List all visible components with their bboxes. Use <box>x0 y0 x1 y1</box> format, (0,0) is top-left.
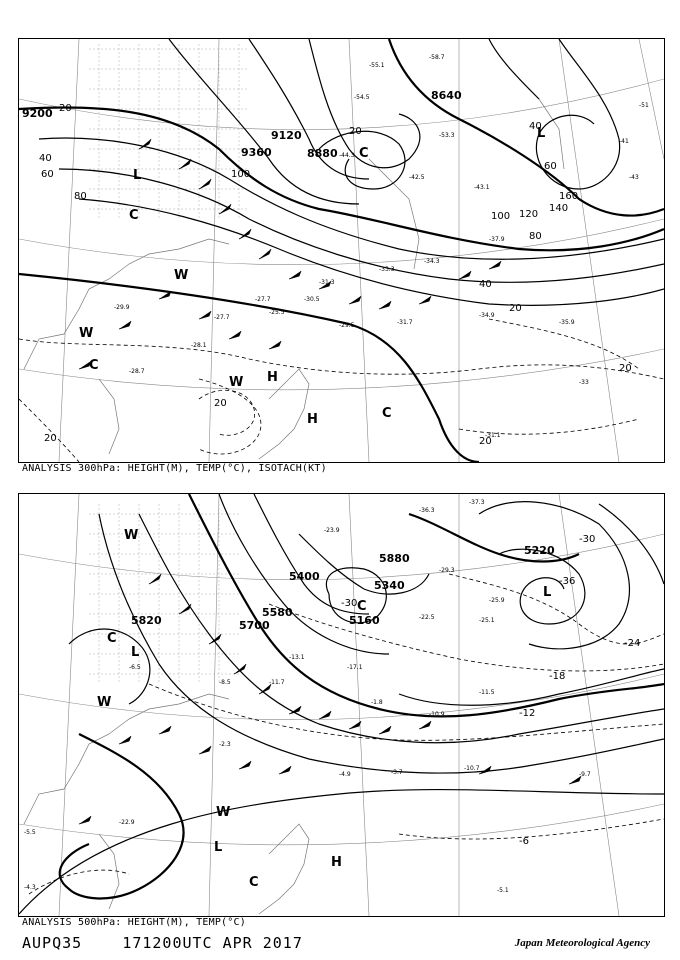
height-label: 5700 <box>239 619 270 632</box>
station-temp: -3.7 <box>391 769 403 776</box>
station-temp: -31.7 <box>397 319 413 326</box>
station-temp: -25.5 <box>269 309 285 316</box>
warm-marker: W <box>216 805 231 820</box>
station-temp: -27.7 <box>255 296 271 303</box>
isotach-label: 20 <box>509 303 522 314</box>
station-temp: -41 <box>619 138 629 145</box>
isotach-label: 20 <box>214 398 227 409</box>
station-temp: -36.3 <box>419 507 435 514</box>
station-temp: -28.1 <box>191 342 207 349</box>
warm-marker: W <box>174 268 189 283</box>
station-temp: -8.5 <box>219 679 231 686</box>
isotach-label: 20 <box>59 103 72 114</box>
station-temps <box>114 54 649 439</box>
station-temp: -2.3 <box>219 741 231 748</box>
isotach-label: 120 <box>519 209 539 220</box>
station-temp: -28.7 <box>129 368 145 375</box>
station-temp: -13.1 <box>289 654 305 661</box>
station-temp: -37.9 <box>489 236 505 243</box>
station-temp: -29.3 <box>439 567 455 574</box>
isotach-label: 40 <box>529 121 542 132</box>
height-label: 5400 <box>289 570 320 583</box>
station-temp: -43.1 <box>474 184 490 191</box>
station-temp: -51 <box>639 102 649 109</box>
height-label: 8880 <box>307 147 338 160</box>
station-temp: -34.3 <box>424 258 440 265</box>
station-temp: -9.7 <box>579 771 591 778</box>
cold-marker: C <box>129 208 139 223</box>
height-labels <box>22 89 462 160</box>
station-temp: -10.9 <box>429 711 445 718</box>
station-temp: -5.1 <box>497 887 509 894</box>
warm-marker: W <box>79 326 94 341</box>
isotherms <box>29 574 664 894</box>
low-marker: L <box>214 840 223 855</box>
station-temp: -11.5 <box>479 689 495 696</box>
station-temp: -58.7 <box>429 54 445 61</box>
cold-marker: C <box>249 875 259 890</box>
pressure-systems <box>79 126 545 427</box>
station-temp: -37.3 <box>469 499 485 506</box>
high-marker: H <box>307 412 318 427</box>
warm-marker: W <box>229 375 244 390</box>
station-temp: -25.1 <box>479 617 495 624</box>
height-label: 8640 <box>431 89 462 102</box>
valid-time: 171200UTC APR 2017 <box>122 934 303 952</box>
station-temp: -22.5 <box>419 614 435 621</box>
height-label: 9200 <box>22 107 53 120</box>
isotach-label: 20 <box>44 433 57 444</box>
station-temp: -17.1 <box>347 664 363 671</box>
height-label: 5160 <box>349 614 380 627</box>
low-marker: L <box>133 168 142 183</box>
station-temp: -27.7 <box>214 314 230 321</box>
station-temp: -11.7 <box>269 679 285 686</box>
station-temp: -30.5 <box>304 296 320 303</box>
isotherm-label: -18 <box>549 671 566 682</box>
station-temp: -1.8 <box>371 699 383 706</box>
warm-marker: W <box>124 528 139 543</box>
height-label: 9120 <box>271 129 302 142</box>
isotach-label: 20 <box>349 126 362 137</box>
station-grid-region <box>89 44 249 219</box>
station-temp: -33.3 <box>379 266 395 273</box>
wind-barbs <box>79 574 581 824</box>
station-temp: -5.5 <box>24 829 36 836</box>
isotherm-label: -12 <box>519 708 536 719</box>
isotach-label: 60 <box>544 161 557 172</box>
station-temp: -35.9 <box>559 319 575 326</box>
station-temp: -55.1 <box>369 62 385 69</box>
station-temp: -44.3 <box>339 152 355 159</box>
isotherm-label: -36 <box>559 576 576 587</box>
caption-500hpa: ANALYSIS 500hPa: HEIGHT(M), TEMP(°C) <box>22 917 246 928</box>
low-marker: L <box>131 645 140 660</box>
agency-name: Japan Meteorological Agency <box>514 937 650 949</box>
isotach-label: 140 <box>549 203 569 214</box>
height-label: 9360 <box>241 146 272 159</box>
station-temp: -43 <box>629 174 639 181</box>
chart-identifier <box>22 934 303 952</box>
station-temp: -31.3 <box>319 279 335 286</box>
chart-id: AUPQ35 <box>22 934 83 952</box>
low-marker: L <box>537 126 546 141</box>
isotach-label: 20 <box>479 436 492 447</box>
station-temp: -22.9 <box>119 819 135 826</box>
warm-marker: W <box>97 695 112 710</box>
graticule <box>19 494 664 916</box>
station-temp: -4.9 <box>339 771 351 778</box>
map-500hpa <box>18 493 665 917</box>
cold-marker: C <box>89 358 99 373</box>
height-contours <box>19 494 664 914</box>
station-temp: -25.9 <box>489 597 505 604</box>
station-temp: -34.9 <box>479 312 495 319</box>
station-temp: -4.3 <box>24 884 36 891</box>
high-marker: H <box>331 855 342 870</box>
isotherm-label: -30 <box>341 598 358 609</box>
height-label: 5880 <box>379 552 410 565</box>
isotach-label: 160 <box>559 191 579 202</box>
height-label: 5820 <box>131 614 162 627</box>
caption-300hpa: ANALYSIS 300hPa: HEIGHT(M), TEMP(°C), ISOTACH(KT) <box>22 463 327 474</box>
high-marker: H <box>267 370 278 385</box>
isotach-label: 100 <box>491 211 511 222</box>
isotach-label: 80 <box>74 191 87 202</box>
height-label: 5340 <box>374 579 405 592</box>
height-label: 5220 <box>524 544 555 557</box>
station-temp: -23.9 <box>324 527 340 534</box>
cold-marker: C <box>382 406 392 421</box>
isotherm-label: -6 <box>519 836 529 847</box>
isotach-label: 20 <box>619 363 632 374</box>
height-label: 5580 <box>262 606 293 619</box>
isotach-label: 80 <box>529 231 542 242</box>
cold-marker: C <box>107 631 117 646</box>
isotherm-label: -30 <box>579 534 596 545</box>
isotach-label: 100 <box>231 169 251 180</box>
station-temp: -33 <box>579 379 589 386</box>
low-marker: L <box>543 585 552 600</box>
station-temp: -29.5 <box>339 322 355 329</box>
isotach-label: 40 <box>39 153 52 164</box>
cold-marker: C <box>359 146 369 161</box>
station-temp: -42.5 <box>409 174 425 181</box>
station-temp: -10.7 <box>464 765 480 772</box>
station-temp: -31.1 <box>485 432 501 439</box>
isotach-label: 60 <box>41 169 54 180</box>
isotherm-label: -24 <box>624 638 641 649</box>
station-temp: -54.5 <box>354 94 370 101</box>
coastlines <box>24 694 309 914</box>
isotachs <box>19 319 664 462</box>
isotach-label: 40 <box>479 279 492 290</box>
cold-marker: C <box>357 599 367 614</box>
station-temp: -6.5 <box>129 664 141 671</box>
station-temp: -53.3 <box>439 132 455 139</box>
map-300hpa <box>18 38 665 463</box>
station-temp: -29.9 <box>114 304 130 311</box>
